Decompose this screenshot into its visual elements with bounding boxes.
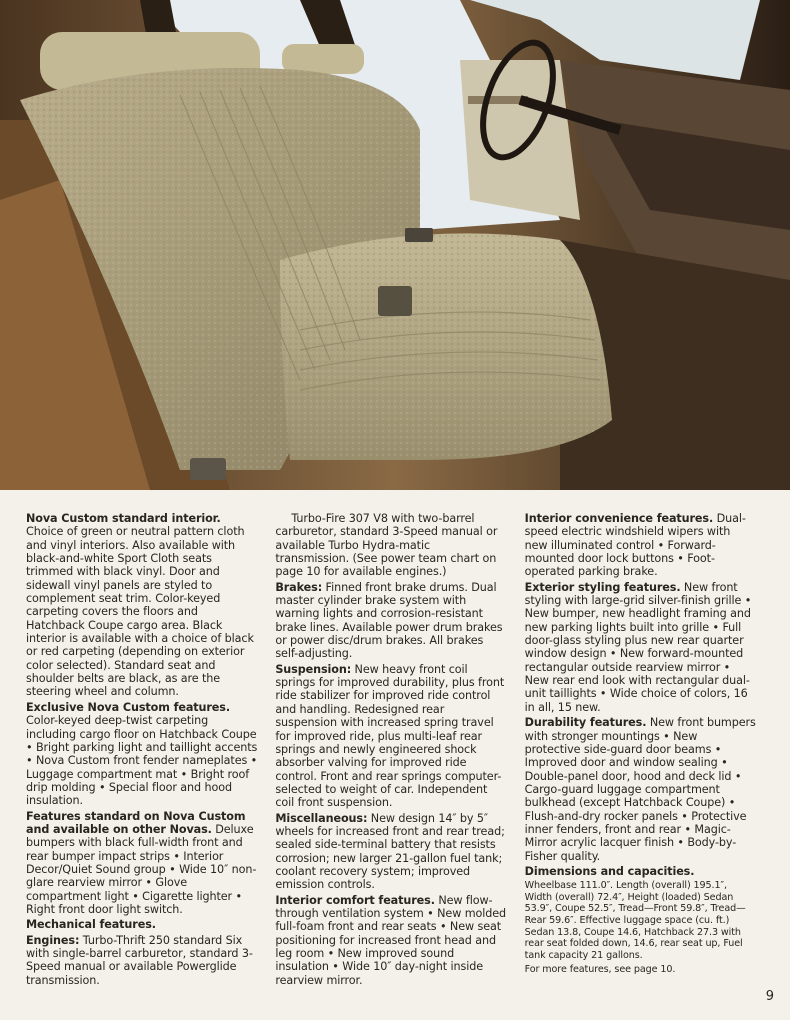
heading-engines: Engines:: [26, 933, 80, 947]
body-engines: Turbo-Thrift 250 standard Six with single-barrel carburetor, standard 3-Speed manual or available Powerglide transmission.: [26, 933, 253, 987]
body-comfort: New flow-through ventilation system • New molded full-foam front and rear seats • New seat positioning for increased front head and leg room • New improved sound insulation • Wide 10″ day-night inside rearview mirror.: [275, 893, 507, 987]
paragraph-dimensions: [525, 880, 756, 961]
body-more-features: For more features, see page 10.: [524, 964, 676, 976]
paragraph-interior: [26, 512, 257, 699]
body-standard: Deluxe bumpers with black full-width front and rear bumper impact strips • Interior Decor/Quiet Sound group • Wide 10″ non-glare rearview mirror • Glove compartment light • Cigarette lighter • Right front door light switch.: [26, 822, 257, 916]
body-suspension: New heavy front coil springs for improved durability, plus front ride stabilizer for improved ride control and handling. Redesigned rear suspension with increased spring travel for improved ride, plus multi-leaf rear springs and newly engineered shock absorber valving for improved ride control. Front and rear springs computer-selected to weight of car. Independent coil front suspension.: [275, 662, 505, 810]
more-features-note: [525, 963, 756, 976]
body-dimensions: Wheelbase 111.0″. Length (overall) 195.1″, Width (overall) 72.4″, Height (loaded) Sedan 53.9″, Coupe 52.5″, Tread—Front 59.8″, Tread—Rear 59.6″. Effective luggage space (cu. ft.) Sedan 13.8, Coupe 14.6, Hatchback 27.3 with rear seat folded down, 14.6, rear seat up, Fuel tank capacity 21 gallons.: [524, 880, 746, 961]
heading-exterior: Exterior styling features.: [524, 580, 681, 594]
body-v8: Turbo-Fire 307 V8 with two-barrel carburetor, standard 3-Speed manual or available Turbo Hydra-matic transmission. (See power team chart on page 10 for available engines.): [275, 512, 498, 579]
car-interior-illustration: [0, 0, 790, 490]
body-convenience: Dual-speed electric windshield wipers with new illuminated control • Forward-mounted door lock buttons • Foot-operated parking brake.: [524, 512, 746, 579]
heading-misc: Miscellaneous:: [275, 811, 368, 825]
heading-suspension: Suspension:: [275, 662, 352, 676]
heading-convenience: Interior convenience features.: [524, 512, 714, 525]
heading-brakes: Brakes:: [275, 580, 323, 594]
paragraph-dimensions-head: [525, 865, 756, 878]
paragraph-durability: [525, 716, 756, 863]
heading-durability: Durability features.: [524, 716, 647, 730]
paragraph-standard: [26, 810, 257, 917]
paragraph-v8: [275, 512, 506, 579]
text-column-3: [525, 512, 756, 992]
heading-exclusive: Exclusive Nova Custom features.: [26, 700, 230, 714]
body-interior: Choice of green or neutral pattern cloth and vinyl interiors. Also available with black-and-white Sport Cloth seats trimmed with black vinyl. Door and sidewall vinyl panels are styled to complement seat trim. Color-keyed carpeting covers the floors and Hatchback Coupe cargo area. Black interior is available with a choice of black or red carpeting (depending on exterior color selected). Standard seat and shoulder belts are black, as are the steering wheel and column.: [26, 525, 254, 699]
paragraph-exterior: [525, 581, 756, 714]
paragraph-engines: [26, 934, 257, 987]
paragraph-misc: [275, 812, 506, 892]
heading-mechanical: Mechanical features.: [26, 918, 156, 932]
body-exclusive: Color-keyed deep-twist carpeting including cargo floor on Hatchback Coupe • Bright parking light and taillight accents • Nova Custom front fender nameplates • Luggage compartment mat • Bright roof drip molding • Special floor and hood insulation.: [26, 714, 258, 808]
paragraph-brakes: [275, 581, 506, 661]
body-misc: New design 14″ by 5″ wheels for increased front and rear tread; sealed side-terminal battery that resists corrosion; new larger 21-gallon fuel tank; coolant recovery system; improved emission controls.: [275, 811, 505, 892]
paragraph-exclusive: [26, 701, 257, 808]
heading-interior: Nova Custom standard interior.: [26, 512, 221, 525]
body-durability: New front bumpers with stronger mountings • New protective side-guard door beams • Improved door and window sealing • Double-panel door, hood and deck lid • Cargo-guard luggage compartment bulkhead (except Hatchback Coupe) • Flush-and-dry rocker panels • Protective inner fenders, front and rear • Magic-Mirror acrylic lacquer finish • Body-by-Fisher quality.: [524, 716, 756, 863]
heading-standard: Features standard on Nova Custom and available on other Novas.: [26, 809, 246, 836]
text-columns: [26, 512, 756, 992]
body-brakes: Finned front brake drums. Dual master cylinder brake system with warning lights and corrosion-resistant brake lines. Available power drum brakes or power disc/drum brakes. All brakes self-adjusting.: [275, 580, 503, 661]
paragraph-convenience: [525, 512, 756, 579]
page-number: 9: [765, 989, 774, 1004]
text-column-2: [275, 512, 506, 992]
paragraph-suspension: [275, 663, 506, 810]
paragraph-mechanical: [26, 918, 257, 931]
text-column-1: [26, 512, 257, 992]
paragraph-comfort: [275, 894, 506, 987]
heading-dimensions: Dimensions and capacities.: [524, 864, 695, 878]
car-interior-photo: [0, 0, 790, 490]
body-exterior: New front styling with large-grid silver-finish grille • New bumper, new headlight framing and new parking lights built into grille • Full door-glass styling plus new rear quarter window design • New forward-mounted rectangular outside rearview mirror • New rear end look with rectangular dual-unit taillights • Wide choice of colors, 16 in all, 15 new.: [524, 580, 752, 714]
heading-comfort: Interior comfort features.: [275, 893, 435, 907]
